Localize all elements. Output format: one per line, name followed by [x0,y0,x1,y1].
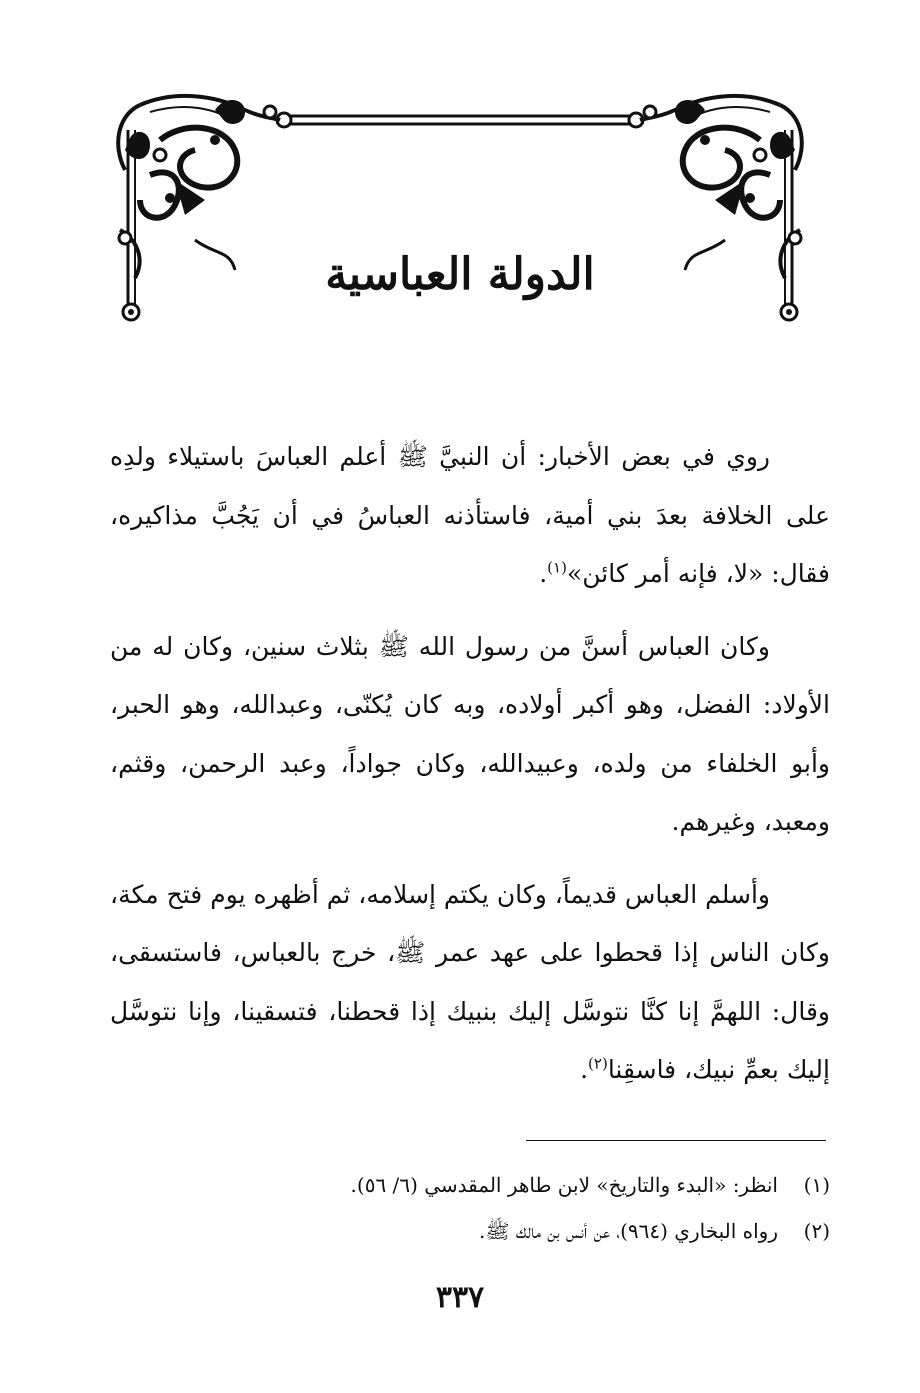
paragraph [110,618,830,852]
page-number: ٣٣٧ [435,1280,485,1315]
footnote-number: (٢) [803,1219,830,1243]
page-title: الدولة العباسية [325,249,595,300]
paragraph [110,866,830,1100]
paragraph [110,428,830,604]
footnote [110,1208,830,1254]
paragraph-text: وأسلم العباس قديماً، وكان يكتم إسلامه، ثم أظهره يوم فتح مكة، وكان الناس إذا قحطوا على عهد عمر ﷺ، خرج بالعباس، فاستسقى، وقال: اللهمَّ إنا كنَّا نتوسَّل إليك بنبيك إذا قحطنا، فتسقينا، وإنا نتوسَّل إليك بعمِّ نبيك، فاسقِنا [110,879,830,1084]
ornament-top-rule [290,116,630,124]
ornament-corner-right [640,96,802,320]
footnote-number: (١) [803,1173,830,1197]
footnotes [110,1162,830,1254]
main-text [110,428,830,1114]
paragraph-end: . [539,559,548,588]
footnote [110,1162,830,1208]
paragraph-text: روي في بعض الأخبار: أن النبيَّ ﷺ أعلم العباسَ باستيلاء ولدِه على الخلافة بعدَ بني أمية، فاستأذنه العباسُ في أن يَجُبَّ مذاكيره، فقال: «لا، فإنه أمر كائن» [110,442,830,588]
footnote-divider [526,1140,826,1141]
ornament-corner-left [118,96,280,320]
footnote-ref: (١) [547,558,567,577]
paragraph-text: وكان العباس أسنَّ من رسول الله ﷺ بثلاث سنين، وكان له من الأولاد: الفضل، وهو أكبر أولاده، وبه كان يُكنّى، وعبدالله، وهو الحبر، وأبو الخلفاء من ولده، وعبيدالله، وكان جواداً، وعبد الرحمن، وقثم، ومعبد، وغيرهم. [110,631,830,836]
paragraph-end: . [580,1055,589,1084]
footnote-text: انظر: «البدء والتاريخ» لابن طاهر المقدسي (٦/ ٥٦). [350,1173,778,1197]
footnote-text: رواه البخاري (٩٦٤)، عن أنس بن مالك ﷺ. [479,1219,778,1243]
footnote-ref: (٢) [588,1054,608,1073]
